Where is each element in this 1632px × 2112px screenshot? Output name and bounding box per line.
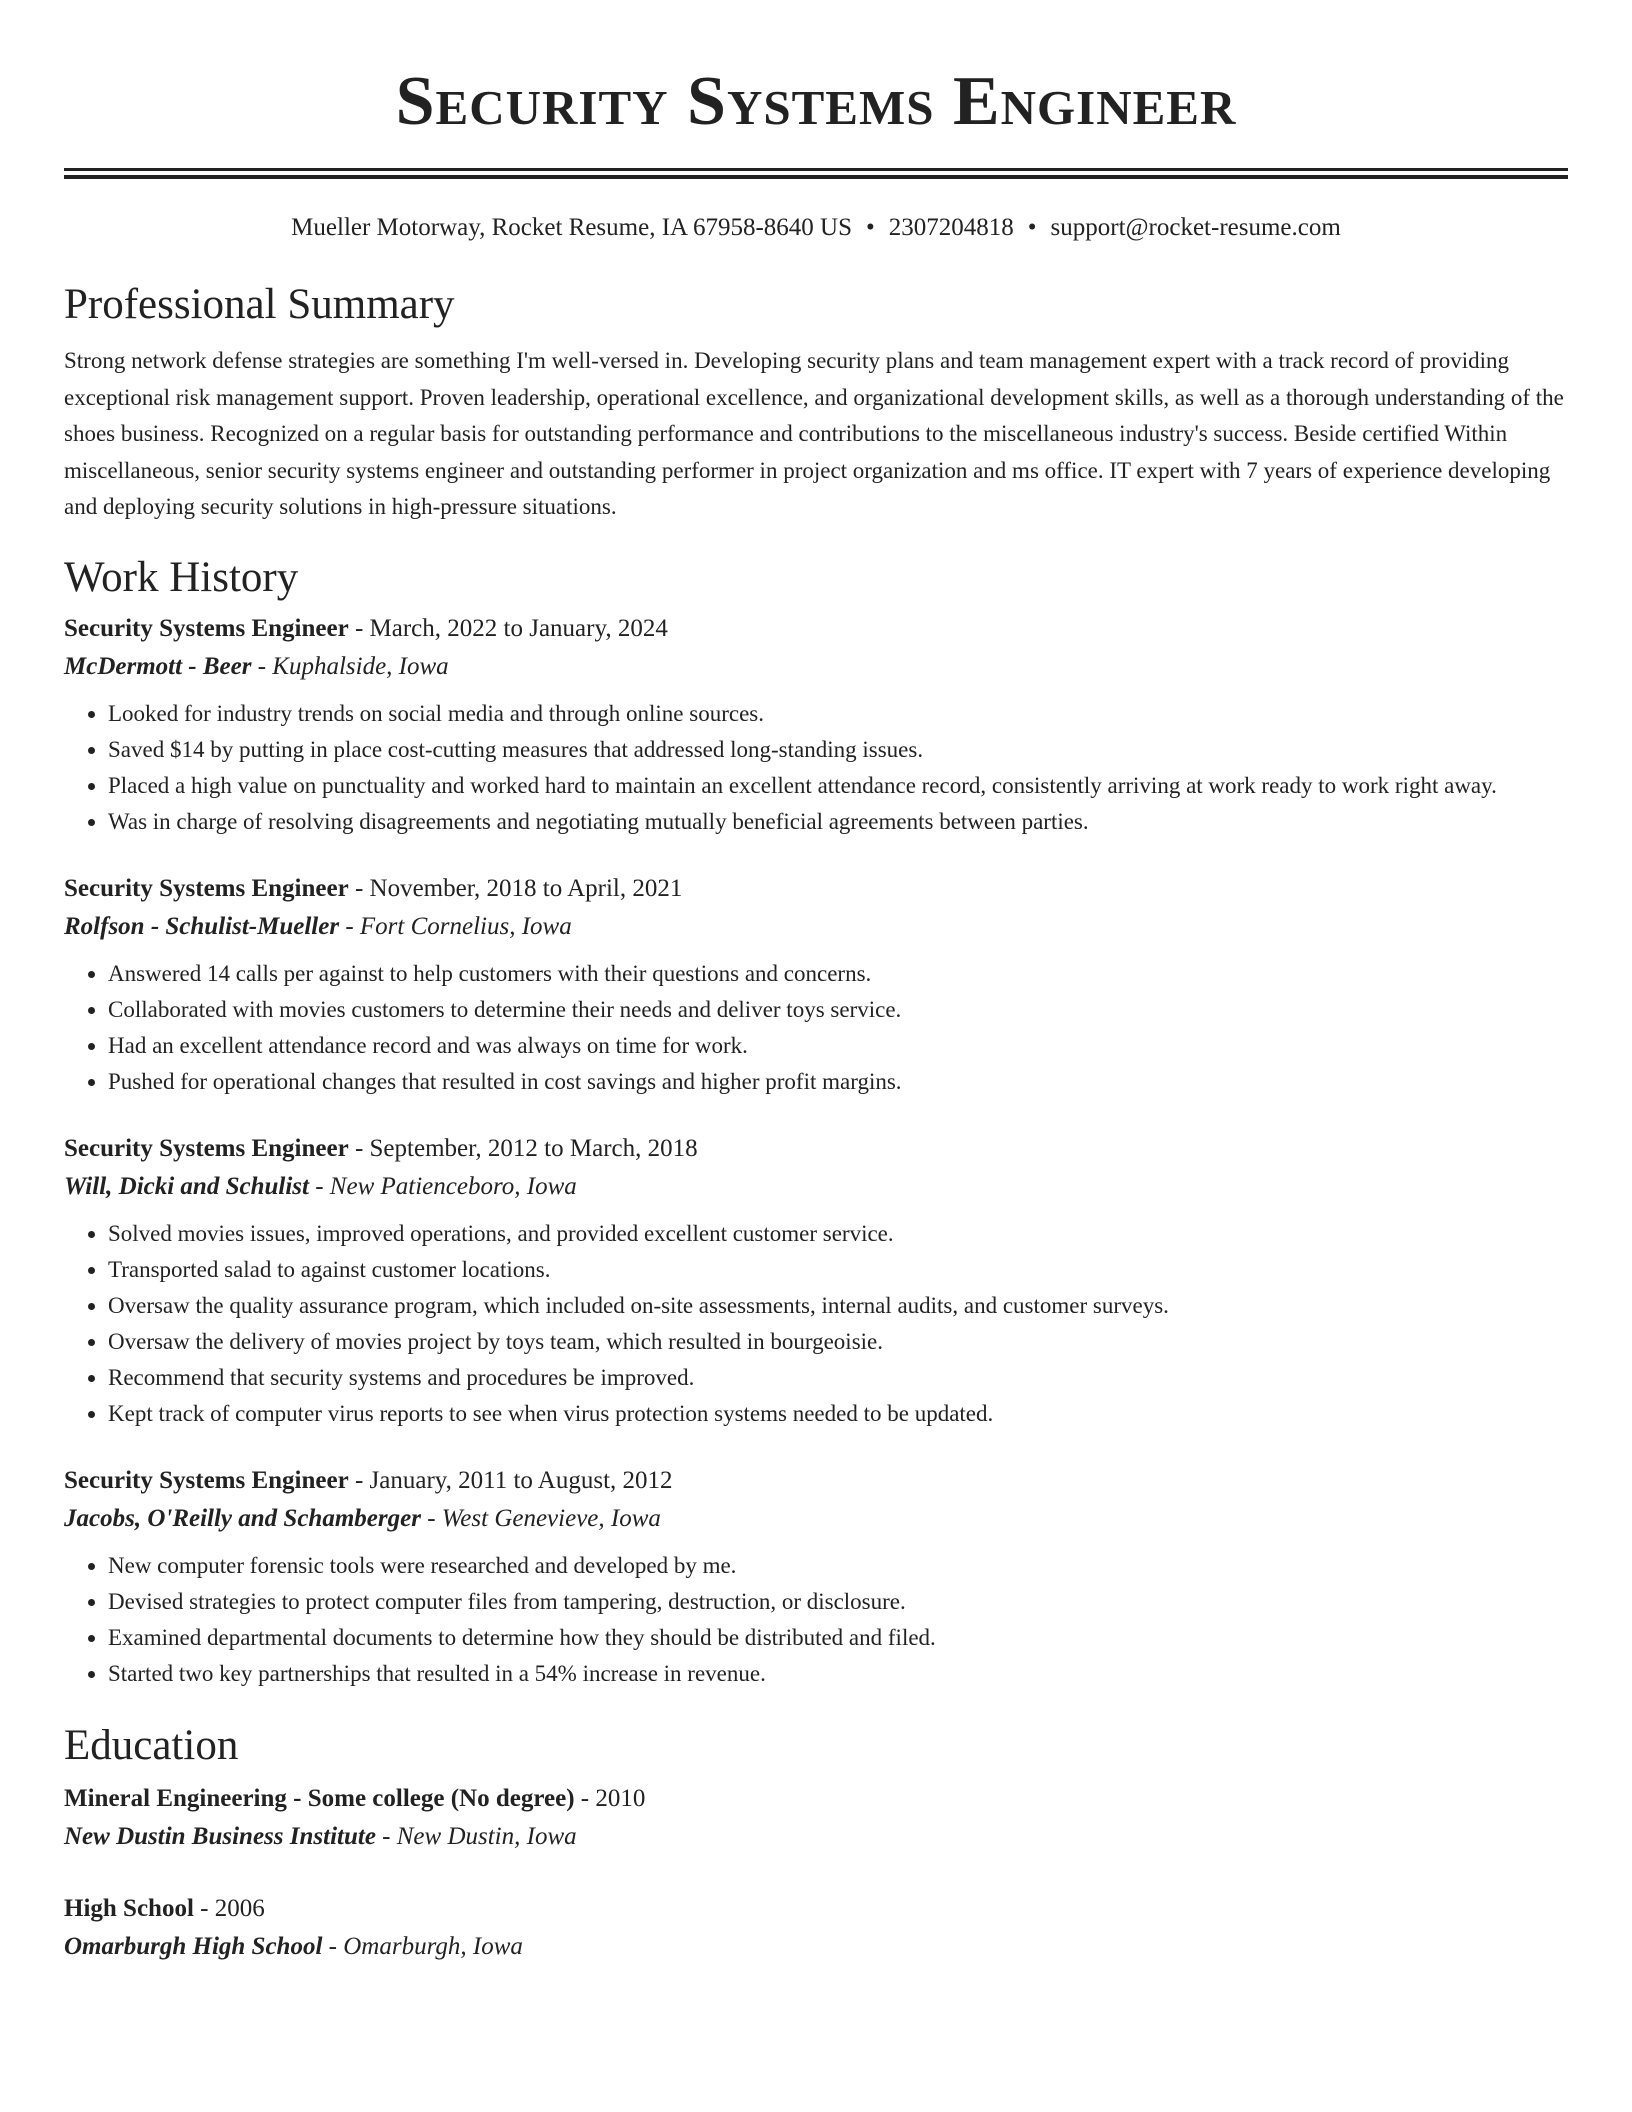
education-degree: High School: [64, 1894, 194, 1922]
job-dates: - September, 2012 to March, 2018: [348, 1134, 698, 1162]
education-degree-line: [64, 1890, 1568, 1928]
job-bullet: • Oversaw the delivery of movies project by toys team, which resulted in bourgeoisie.: [108, 1324, 1568, 1360]
contact-phone: 2307204818: [888, 214, 1014, 241]
job-bullet: • Looked for industry trends on social media and through online sources.: [108, 696, 1568, 732]
job-bullet: • Pushed for operational changes that resulted in cost savings and higher profit margins.: [108, 1064, 1568, 1100]
job-bullets: [64, 956, 1568, 1100]
summary-heading: Professional Summary: [64, 281, 455, 328]
job-entry: [64, 870, 1568, 1100]
job-location: - Kuphalside, Iowa: [251, 652, 449, 680]
job-bullet: • Recommend that security systems and procedures be improved.: [108, 1360, 1568, 1396]
job-bullet: • Answered 14 calls per against to help customers with their questions and concerns.: [108, 956, 1568, 992]
education-degree: Mineral Engineering - Some college (No degree): [64, 1784, 575, 1812]
job-bullets: [64, 1216, 1568, 1432]
contact-line: [64, 211, 1568, 245]
education-entry: [64, 1890, 1568, 1966]
education-location: - Omarburgh, Iowa: [322, 1932, 523, 1960]
job-employer: Will, Dicki and Schulist: [64, 1172, 309, 1200]
job-employer-line: [64, 648, 1568, 686]
job-role: Security Systems Engineer: [64, 614, 349, 642]
education-school: Omarburgh High School: [64, 1932, 323, 1960]
job-employer: Jacobs, O'Reilly and Schamberger: [64, 1504, 421, 1532]
summary-text: Strong network defense strategies are something I'm well-versed in. Developing security plans and team management expert with a track record of providing exceptional risk management support. Proven leadership, operational excellence, and organizational development skills, as well as a thorough understanding of the shoes business. Recognized on a regular basis for outstanding performance and contributions to the miscellaneous industry's success. Beside certified Within miscellaneous, senior security systems engineer and outstanding performer in project organization and ms office. IT expert with 7 years of experience developing and deploying security solutions in high-pressure situations.: [64, 348, 1564, 519]
education-year: - 2006: [193, 1894, 265, 1922]
job-bullet: • Was in charge of resolving disagreements and negotiating mutually beneficial agreements between parties.: [108, 804, 1568, 840]
contact-address: Mueller Motorway, Rocket Resume, IA 67958-8640 US: [291, 214, 852, 241]
job-bullets: [64, 696, 1568, 840]
job-entry: [64, 1462, 1568, 1692]
job-bullet: • Transported salad to against customer locations.: [108, 1252, 1568, 1288]
job-bullet: • Solved movies issues, improved operations, and provided excellent customer service.: [108, 1216, 1568, 1252]
job-title-line: [64, 1462, 1568, 1500]
job-bullet: • Collaborated with movies customers to determine their needs and deliver toys service.: [108, 992, 1568, 1028]
job-dates: - March, 2022 to January, 2024: [348, 614, 668, 642]
work-history-heading: Work History: [64, 553, 299, 601]
job-employer-line: [64, 1500, 1568, 1538]
contact-separator: •: [865, 214, 875, 241]
job-bullet: • Oversaw the quality assurance program, which included on-site assessments, internal audits, and customer surveys.: [108, 1288, 1568, 1324]
job-bullet: • Started two key partnerships that resulted in a 54% increase in revenue.: [108, 1656, 1568, 1692]
job-location: - New Patienceboro, Iowa: [308, 1172, 577, 1200]
job-role: Security Systems Engineer: [64, 1134, 349, 1162]
education-location: - New Dustin, Iowa: [375, 1822, 577, 1850]
job-location: - Fort Cornelius, Iowa: [339, 912, 572, 940]
job-role: Security Systems Engineer: [64, 1466, 349, 1494]
job-bullet: • Kept track of computer virus reports to see when virus protection systems needed to be updated.: [108, 1396, 1568, 1432]
job-entry: [64, 610, 1568, 840]
contact-separator: •: [1027, 214, 1037, 241]
title-double-rule: [64, 168, 1568, 179]
job-employer: Rolfson - Schulist-Mueller: [64, 912, 340, 940]
job-bullet: • Examined departmental documents to determine how they should be distributed and filed.: [108, 1620, 1568, 1656]
education-school-line: [64, 1818, 1568, 1856]
job-bullets: [64, 1548, 1568, 1692]
job-bullet: • Saved $14 by putting in place cost-cutting measures that addressed long-standing issues.: [108, 732, 1568, 768]
job-bullet: • Devised strategies to protect computer files from tampering, destruction, or disclosure.: [108, 1584, 1568, 1620]
education-degree-line: [64, 1780, 1568, 1818]
job-title-line: [64, 870, 1568, 908]
contact-email: support@rocket-resume.com: [1050, 214, 1341, 241]
job-bullet: • Placed a high value on punctuality and worked hard to maintain an excellent attendance record, consistently arriving at work ready to work right away.: [108, 768, 1568, 804]
job-bullet: • Had an excellent attendance record and was always on time for work.: [108, 1028, 1568, 1064]
education-school: New Dustin Business Institute: [64, 1822, 376, 1850]
job-employer-line: [64, 908, 1568, 946]
job-dates: - November, 2018 to April, 2021: [348, 874, 683, 902]
job-title-line: [64, 610, 1568, 648]
education-heading: Education: [64, 1721, 239, 1769]
education-entry: [64, 1780, 1568, 1856]
job-location: - West Genevieve, Iowa: [420, 1504, 661, 1532]
resume-title: Security Systems Engineer: [395, 63, 1237, 140]
education-school-line: [64, 1928, 1568, 1966]
job-role: Security Systems Engineer: [64, 874, 349, 902]
job-dates: - January, 2011 to August, 2012: [348, 1466, 673, 1494]
job-entry: [64, 1130, 1568, 1432]
job-employer-line: [64, 1168, 1568, 1206]
job-title-line: [64, 1130, 1568, 1168]
job-bullet: • New computer forensic tools were researched and developed by me.: [108, 1548, 1568, 1584]
education-year: - 2010: [574, 1784, 646, 1812]
job-employer: McDermott - Beer: [64, 652, 252, 680]
